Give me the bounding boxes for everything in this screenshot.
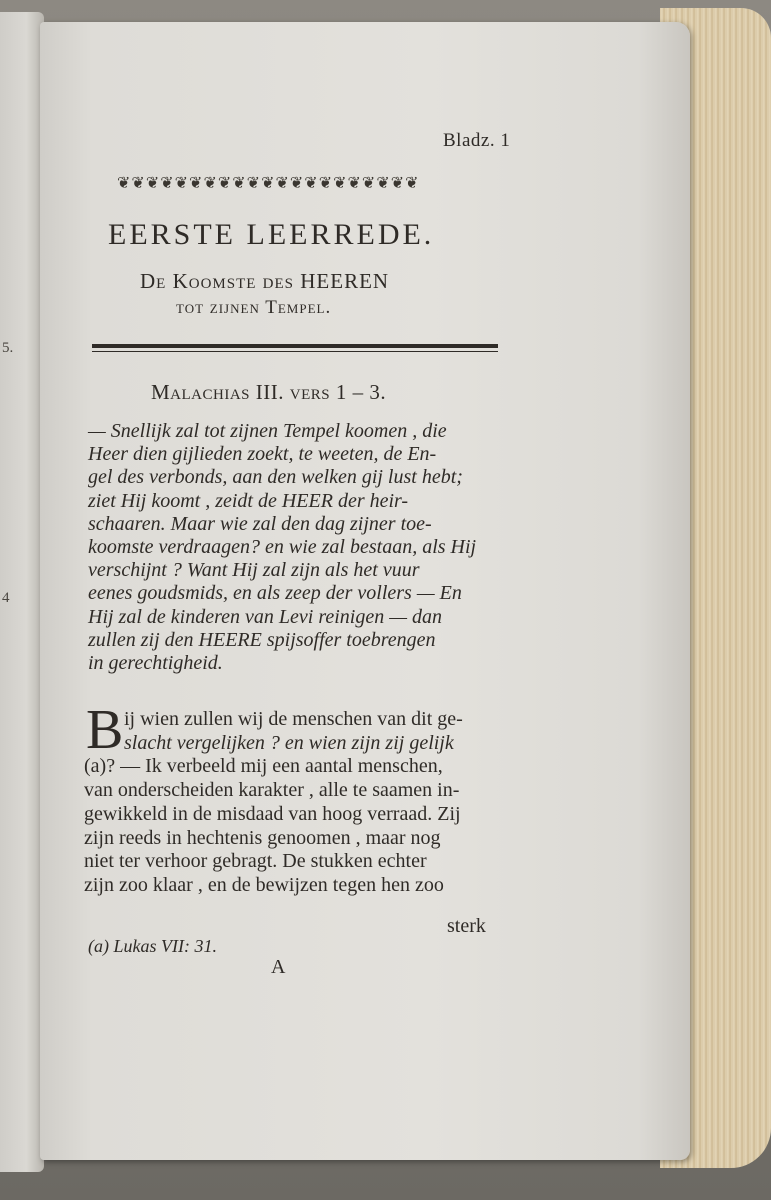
body-line: niet ter verhoor gebragt. De stukken echter xyxy=(84,850,427,873)
verse-line: in gerechtigheid. xyxy=(88,652,223,675)
drop-cap: B xyxy=(86,699,124,761)
body-line: slacht vergelijken ? en wien zijn zij gelijk xyxy=(124,731,454,754)
page-number: Bladz. 1 xyxy=(443,130,511,151)
subtitle-line-1: De Koomste des HEEREN xyxy=(140,269,390,293)
verse-line: ziet Hij koomt , zeidt de HEER der heir- xyxy=(88,489,409,512)
verse-line: Heer dien gijlieden zoekt, te weeten, de En- xyxy=(88,443,437,466)
verse-line: verschijnt ? Want Hij zal zijn als het vuur xyxy=(88,559,420,582)
body-line: van onderscheiden karakter , alle te saamen in- xyxy=(84,779,460,802)
subtitle-line-2: tot zijnen Tempel. xyxy=(176,297,332,318)
scripture-text xyxy=(88,420,476,675)
signature-mark: A xyxy=(271,956,286,978)
left-page-fragment: 5. xyxy=(2,340,14,356)
body-line: zijn reeds in hechtenis genoomen , maar nog xyxy=(84,826,441,849)
ornament-band: ❦❦❦❦❦❦❦❦❦❦❦❦❦❦❦❦❦❦❦❦❦ xyxy=(117,175,420,192)
verse-line: Hij zal de kinderen van Levi reinigen — dan xyxy=(88,605,443,628)
verse-line: schaaren. Maar wie zal den dag zijner toe- xyxy=(88,512,432,535)
body-text xyxy=(84,708,463,898)
verse-line: koomste verdraagen? en wie zal bestaan, als Hij xyxy=(88,536,477,559)
double-rule-thin xyxy=(92,351,498,352)
left-page-fragment: 4 xyxy=(2,590,10,606)
body-line: zijn zoo klaar , en de bewijzen tegen hen zoo xyxy=(84,873,444,896)
scripture-reference: Malachias III. vers 1 – 3. xyxy=(151,380,387,404)
double-rule-thick xyxy=(92,344,498,348)
body-line: ij wien zullen wij de menschen van dit ge- xyxy=(124,708,463,730)
footnote: (a) Lukas VII: 31. xyxy=(88,936,217,956)
verse-line: eenes goudsmids, en als zeep der vollers — En xyxy=(88,582,462,605)
left-page xyxy=(0,12,44,1172)
book-page xyxy=(40,22,690,1160)
body-line: (a)? — Ik verbeeld mij een aantal menschen, xyxy=(84,755,443,778)
sermon-title: EERSTE LEERREDE. xyxy=(108,218,435,251)
verse-line: gel des verbonds, aan den welken gij lust hebt; xyxy=(88,466,463,489)
catchword: sterk xyxy=(447,915,486,937)
body-line: gewikkeld in de misdaad van hoog verraad. Zij xyxy=(84,802,461,825)
verse-line: zullen zij den HEERE spijsoffer toebrengen xyxy=(88,628,436,651)
verse-line: — Snellijk zal tot zijnen Tempel koomen , die xyxy=(88,420,447,442)
